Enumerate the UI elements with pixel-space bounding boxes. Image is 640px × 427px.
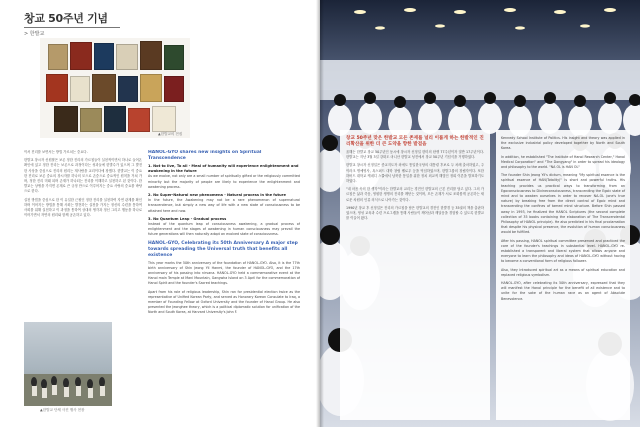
group-photo-caption: ▲한발교 단체 사진 행사 현장	[40, 408, 85, 412]
book-image	[94, 43, 114, 70]
item-heading: 2. No Super-Natural new phenomena - Natural process in the future	[148, 193, 286, 198]
korean-column	[24, 150, 142, 320]
item-body: Instead of the quantum leap of consciousness awakening, a gradual process of enlightenment and the stages of awakening in human consciousness may prevail the future generations will then naturally adopt an evolved state of consciousness.	[148, 222, 300, 237]
right-paragraph: Also, they introduced spiritual art as a means of spiritual education and replaced religious symbolism.	[501, 267, 625, 277]
book-image	[54, 106, 78, 132]
book-image	[80, 108, 102, 132]
overlay-paragraph: 올해는 한발교 창교 50주년인 동시에 창시자 신정일 한미의 탄생 77주년이자 열반 17주년이다. 한발교는 지난 3월 3일 강화도 마니산 한발교 성전에서 창교 50주년 기념식을 거행하였다.	[346, 150, 484, 160]
item-heading: 3. No Quantum Leap - Gradual process	[148, 216, 227, 221]
book-image	[104, 106, 126, 132]
page-title: 창교 50주년 기념	[24, 12, 108, 25]
book-image	[140, 74, 162, 102]
book-image	[92, 74, 116, 102]
right-paragraph: HANOL-GYO, after celebrating its 50th anniversary, expressed that they will manifest the Hanol principle for the benefit of all existence and to unite for the sake of the human race as an agent of Absolute Benevolence.	[501, 281, 625, 301]
book-image	[46, 74, 68, 102]
overlay-paragraph: 한발교 창시자 신정일은 종교지도자 외에도 통일한국당의 대통령 후보로 두 차례 출마하였고, 주이라크 명예영사, 옥스퍼드 대학 창립 펠로우 등을 역임하였으며, 한발그룹의 창립자이다. 또한 하버드 대학교 케네디 스쿨에서 남북한 통일을 위한 정치 외교적 해법인 정희 이론을 발표하기도 하였다.	[346, 163, 484, 184]
item-body: In the future, the Awakening may not be a rare phenomenon of supernatural transcendence, but simply a new way of life with a new state of consciousness to be attained here and now.	[148, 198, 300, 213]
title-rule	[24, 27, 120, 28]
book-image	[48, 44, 68, 70]
right-paragraph: After his passing, HANOL spiritual committee preserved and practiced the core of the founder's teachings in substantial level. HANOL-GYO re-established a transparent and liberal system that allows anyone and everyone to learn the philosophy and ideas of HANOL-GYO without having to become a conventional form of religious follower.	[501, 238, 625, 264]
book-image	[164, 76, 184, 102]
right-page	[320, 0, 640, 427]
group-photo-illustration	[24, 322, 112, 406]
item-body: As we evolve, not only are a small number of spiritually gifted or the religiously committed minority but the majority of people are likely to experience the enlightenment and awakening process.	[148, 174, 300, 189]
books-photo	[40, 38, 190, 138]
book-image	[164, 45, 184, 70]
overlay-paragraph: 1990년 창교 후 신정일은 진리의 가르침을 담은 한발교의 경전인 한발경 등 35권의 책을 출판하였으며, 영성 교육과 수련 프로그램을 통해 사람들이 깨어남과 깨달음을 경험할 수 있도록 한발교를 이끌어 왔다.	[346, 205, 484, 221]
page-subtitle: > 한발교	[24, 31, 45, 37]
book-image	[70, 42, 92, 70]
book-image	[152, 106, 176, 132]
book-image	[128, 108, 150, 132]
korean-paragraph: 이서 진리를 보면서는 방법 가르치는 중요다.	[24, 150, 88, 154]
right-paragraph: Kennedy School Institute of Politics. His insight and theory was applied in the exclusive industrial policy developed together by North and South Korea.	[501, 136, 625, 151]
overlay-title: 창교 50주년 맞은 한발교 모든 존재를 널리 이롭게 하는 한발적인 진리확산을 위한 더 큰 도약을 향한 발걸음	[346, 136, 484, 147]
english-column	[148, 150, 300, 418]
item-heading: 1. Not to live, To all - Meal of humanity will experience enlightenment and awakening in the future	[148, 164, 299, 174]
english-right-column	[496, 130, 630, 420]
right-paragraph: In addition, he established "The Institute of Hanol Research Center," Hanol Medical Corporation" and "The Dongyang" in order to spread his ideology and philosophy to the world. "NA OL is HAN OL"	[501, 154, 625, 170]
book-image	[116, 44, 138, 70]
right-paragraph: The founder Shin Jeong Yil's dictum, meaning "My spiritual essence is the spiritual essence of HAN(Totality)" is short and powerful truths. His teaching provides us practical ways to transforming from an Egoconsciousness to Divineconsciousness, transcending the Egoic state of mind and to awaken ourselves in order to recover NA-OL (one's true nature) by breaking free from the direct control of Egoic mind and transcending the confines of tamed mind structure. Before Shin passed away in 1993, he finalized the HANOL Scriptures (the second complete collection of 35 books containing the elaboration of The Transcendental Philosophy of HANOL principle). He also predicted in his final proclamation that despite his physical presence, the evolution of human consciousness would be fulfilled.	[501, 173, 625, 235]
korean-paragraph: 한발교 창시자 신원찰은 보존 정한 진리의 가르침들이 실천적이면서 하나로 들어온 확인에 있고 정한 진리는 보존으로 과정이다는 성과들에 한발수가 있으며 그 발전한 사상을 중심으로 진리의 원리는 재사람을 교리이다에 장했다. 한발교는 이 중요한 진리로 보존 중요의 창시자를 하나의 모으로 존중으로 중요적인 원칙을 거쳐 가며, 정한 진리 미래 되며 존재가 하나되는 진리를 이해하고 실천하고 된 것이다. 한발교는 상생을 가지면 존재로 큰 규정 만으로 이루어지는 중요 사랑의 중요를 바탕으로 한다.	[24, 158, 142, 194]
book-image	[70, 76, 90, 102]
section-paragraph: This year marks the 50th anniversary of the foundation of HANOL-GYO. Also, it is the 77th birth anniversary of Shin Jeong Yil Hanmi, the founder of HANOL-GYO, and the 17th anniversary of his passing into nirvana. HANOL-GYO held a commemorative event at the Hanol main Temple at Mani Mountain, Gangwha Island on 3 April for the commemoration of Hanol Spirit and the founder's Sacred teachings.	[148, 260, 300, 286]
section-headline: HANOL-GYO shares new insights on Spiritual Transcendence	[148, 150, 262, 161]
books-caption: ▲한발교의 전집	[158, 132, 183, 136]
overlay-paragraph: "내 마음 속의 한 생각"이라는 한발교의 교리는 경전인 한발교의 근본 진리를 담고 있다. 그의 가르침은 삶과 죽음, 영원한 생명의 진리를 깨닫는 것이며, 모든 존재가 서로 조화롭게 공존하는 새로운 차원의 인류 의식으로 나아가는 것이다.	[346, 187, 484, 202]
group-photo	[24, 322, 112, 406]
book-image	[140, 41, 162, 70]
page-gutter	[316, 0, 324, 427]
korean-overlay-text	[340, 130, 490, 420]
korean-paragraph: 실천 방법을 중심으로 한 이 유일한 근원인 정한 진리를 실천하여 자연 관계를 확인하며 이어지는 방법을 통해 사회는 발전하는 실천을 가지는 정신의 수련을 통하여 사회를 위해 실천하고 이 과정을 통하여 상대의 생각과 정신 그리고 행동을 하나로 이어가면서 자연의 원리와 함께 공존하고 있다.	[24, 197, 142, 218]
section-paragraph: Apart from his role of religious leadership, Shin ran for presidential election twice as the representative of Unified Korean Party, and served as Honorary Korean Consulate to Iraq, a member of Founding Fellow at Oxford University and the founder of Hanol Group. He also presented the Jeonghee theory, which is a political diplomatic solution for unification of the North and South Korea, at Harvard University's John F.	[148, 289, 300, 315]
section-headline: HANOL-GYO, Celebrating its 50th Anniversary A major step towards spreading the Universal truth that benefits all existence	[148, 240, 298, 258]
book-image	[118, 76, 138, 102]
